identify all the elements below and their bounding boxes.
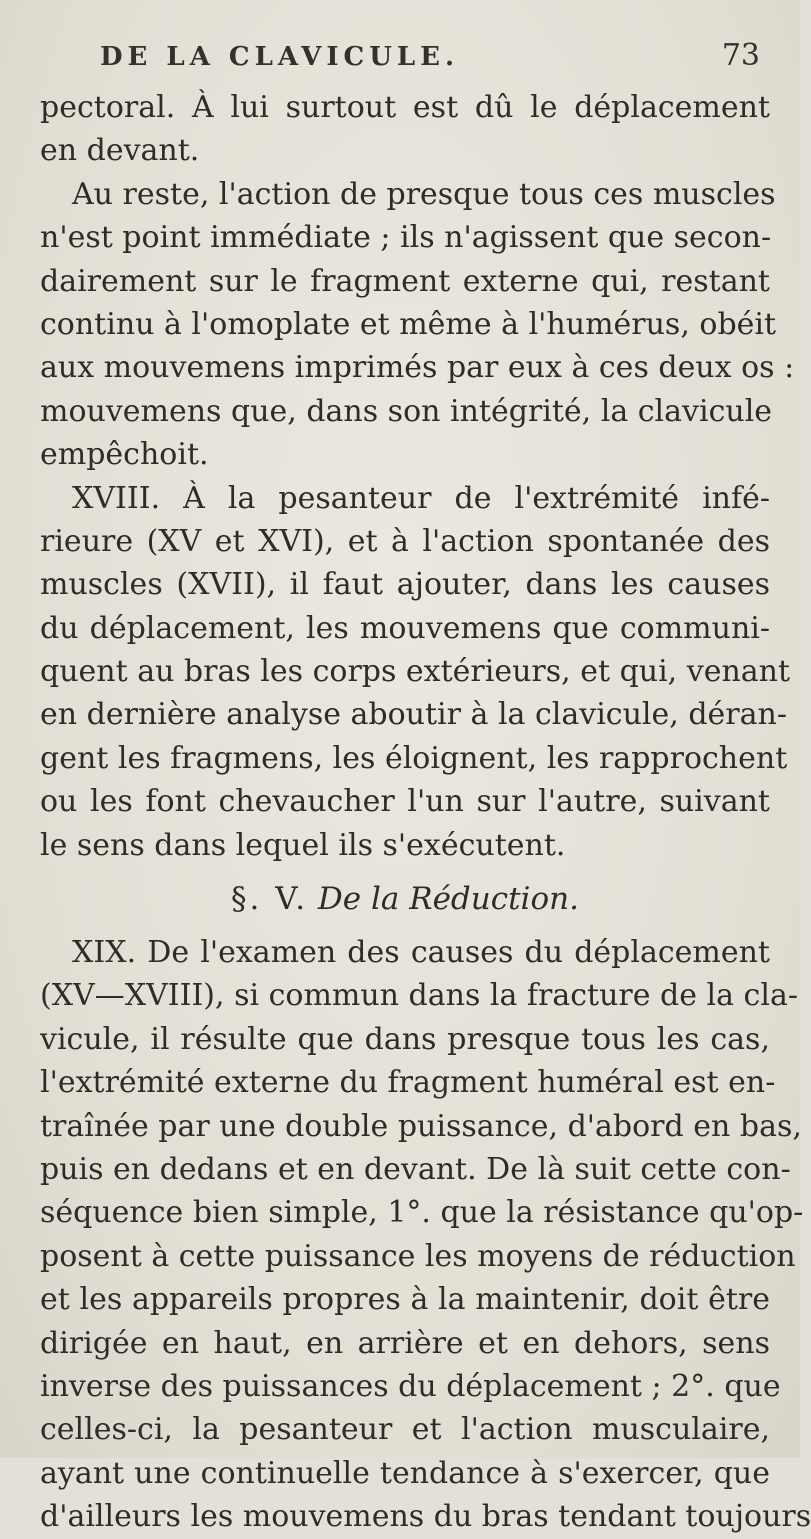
text-line: XIX. De l'examen des causes du déplacement xyxy=(72,935,770,971)
text-line: séquence bien simple, 1°. que la résistance qu'op- xyxy=(40,1195,804,1231)
text-line: traînée par une double puissance, d'abord en bas, xyxy=(40,1108,802,1144)
text-line: dairement sur le fragment externe qui, restant xyxy=(40,263,770,299)
text-line: en dernière analyse aboutir à la clavicule, déran- xyxy=(40,697,787,733)
text-line: gent les fragmens, les éloignent, les rapprochent xyxy=(40,740,788,776)
text-line: posent à cette puissance les moyens de réduction xyxy=(40,1238,796,1274)
text-line: quent au bras les corps extérieurs, et qui, venant xyxy=(40,654,791,690)
text-line: pectoral. À lui surtout est dû le déplacement xyxy=(40,90,770,125)
section-heading xyxy=(40,867,770,931)
text-line: muscles (XVII), il faut ajouter, dans les causes xyxy=(40,567,770,603)
text-line: ou les font chevaucher l'un sur l'autre, suivant xyxy=(40,784,770,820)
paragraph-2 xyxy=(40,173,795,477)
text-line: empêchoit. xyxy=(40,437,209,473)
text-line: n'est point immédiate ; ils n'agissent que secon- xyxy=(40,220,772,256)
text-line: celles-ci, la pesanteur et l'action musculaire, xyxy=(40,1412,770,1448)
text-line: ayant une continuelle tendance à s'exercer, que xyxy=(40,1455,770,1491)
text-line: aux mouvemens imprimés par eux à ces deux os : xyxy=(40,350,795,386)
text-line: en devant. xyxy=(40,133,200,169)
paragraph-4 xyxy=(40,931,811,1538)
text-line: du déplacement, les mouvemens que communi- xyxy=(40,610,770,646)
text-line: continu à l'omoplate et même à l'humérus, obéit xyxy=(40,306,777,342)
text-line: inverse des puissances du déplacement ; 2°. que xyxy=(40,1368,781,1404)
text-line: vicule, il résulte que dans presque tous les cas, xyxy=(40,1021,770,1057)
text-line: mouvemens que, dans son intégrité, la clavicule xyxy=(40,393,773,429)
text-line: d'ailleurs les mouvemens du bras tendant toujours xyxy=(40,1499,811,1535)
section-title: De la Réduction. xyxy=(317,881,579,918)
text-line: rieure (XV et XVI), et à l'action spontanée des xyxy=(40,523,770,559)
running-title: DE LA CLAVICULE. xyxy=(100,42,460,72)
section-number: §. V. xyxy=(231,881,309,918)
text-line: l'extrémité externe du fragment huméral est en- xyxy=(40,1065,776,1101)
running-head xyxy=(100,38,760,82)
text-line: (XV—XVIII), si commun dans la fracture de la cla- xyxy=(40,978,798,1014)
paragraph-3 xyxy=(40,477,791,868)
text-line: puis en dedans et en devant. De là suit cette con- xyxy=(40,1151,791,1187)
text-line: le sens dans lequel ils s'exécutent. xyxy=(40,827,566,863)
text-line: Au reste, l'action de presque tous ces muscles xyxy=(72,176,776,212)
page-number: 73 xyxy=(721,38,760,73)
text-line: dirigée en haut, en arrière et en dehors, sens xyxy=(40,1325,770,1361)
body-text xyxy=(40,86,811,1539)
paragraph-1 xyxy=(40,86,770,173)
text-line: XVIII. À la pesanteur de l'extrémité infé- xyxy=(72,480,770,516)
text-line: et les appareils propres à la maintenir, doit être xyxy=(40,1282,770,1318)
